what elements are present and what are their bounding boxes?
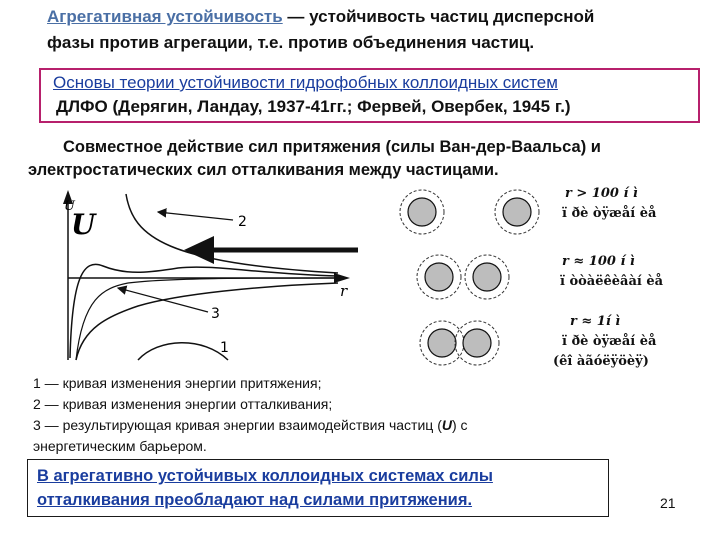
legend-item-3-cont: энергетическим барьером. bbox=[33, 438, 207, 454]
curve-label-2: 2 bbox=[238, 214, 247, 230]
label-2-pointer bbox=[158, 212, 233, 220]
legend-item-2: 2 — кривая изменения энергии отталкивания; bbox=[33, 396, 333, 412]
energy-curve-graph bbox=[28, 188, 368, 363]
scheme-3-note: (êî àãóëÿöèÿ) bbox=[553, 354, 649, 369]
curve-lower-arc bbox=[138, 343, 228, 360]
scheme-mid bbox=[417, 255, 509, 299]
particle-core bbox=[408, 198, 436, 226]
scheme-3-distance: r ≈ 1í ì bbox=[570, 314, 621, 329]
r-label: r bbox=[340, 282, 348, 300]
definition-text: — устойчивость частиц дисперсной bbox=[282, 7, 595, 26]
term-aggregative-stability: Агрегативная устойчивость bbox=[47, 7, 283, 26]
intro-line-2: электростатических сил отталкивания между частицами. bbox=[28, 161, 499, 179]
particle-core bbox=[473, 263, 501, 291]
particle-core bbox=[425, 263, 453, 291]
particle-core bbox=[428, 329, 456, 357]
particle-core bbox=[503, 198, 531, 226]
conclusion-line-2: отталкивания преобладают над силами притяжения. bbox=[37, 491, 473, 509]
big-arrow-head bbox=[184, 236, 214, 264]
legend-item-3: 3 — результирующая кривая энергии взаимодействия частиц (U) с bbox=[33, 417, 468, 433]
scheme-1-distance: r > 100 í ì bbox=[565, 186, 638, 201]
curve-2-repulsion bbox=[126, 194, 338, 273]
intro-line-1: Совместное действие сил притяжения (силы Ван-дер-Ваальса) и bbox=[63, 138, 601, 156]
legend-item-1: 1 — кривая изменения энергии притяжения; bbox=[33, 375, 322, 391]
scheme-far bbox=[400, 190, 539, 234]
page-number: 21 bbox=[660, 495, 676, 511]
definition-line-2: фазы против агрегации, т.е. против объединения частиц. bbox=[47, 33, 535, 52]
particle-schemes bbox=[392, 180, 552, 380]
theory-subtitle: ДЛФО (Дерягин, Ландау, 1937-41гг.; Фервей, Овербек, 1945 г.) bbox=[56, 97, 571, 116]
scheme-2-caption: ï òòàëêèâàí èå bbox=[560, 274, 664, 289]
theory-title: Основы теории устойчивости гидрофобных коллоидных систем bbox=[53, 73, 558, 92]
definition-line-1 bbox=[47, 6, 594, 28]
curve-label-3: 3 bbox=[211, 306, 220, 322]
u-small-label: U bbox=[64, 199, 75, 214]
scheme-1-caption: ï ðè òÿæåí èå bbox=[562, 206, 657, 221]
scheme-2-distance: r ≈ 100 í ì bbox=[562, 254, 635, 269]
scheme-close bbox=[420, 321, 499, 365]
conclusion-line-1: В агрегативно устойчивых коллоидных системах силы bbox=[37, 467, 493, 485]
scheme-3-caption: ï ðè òÿæåí èå bbox=[562, 334, 657, 349]
curve-label-1: 1 bbox=[220, 340, 229, 356]
legend-u-symbol: U bbox=[441, 417, 452, 433]
curve-1-attraction bbox=[76, 283, 338, 360]
particle-core bbox=[463, 329, 491, 357]
curve-3-branch bbox=[76, 278, 338, 360]
u-big-label: U bbox=[71, 208, 96, 241]
